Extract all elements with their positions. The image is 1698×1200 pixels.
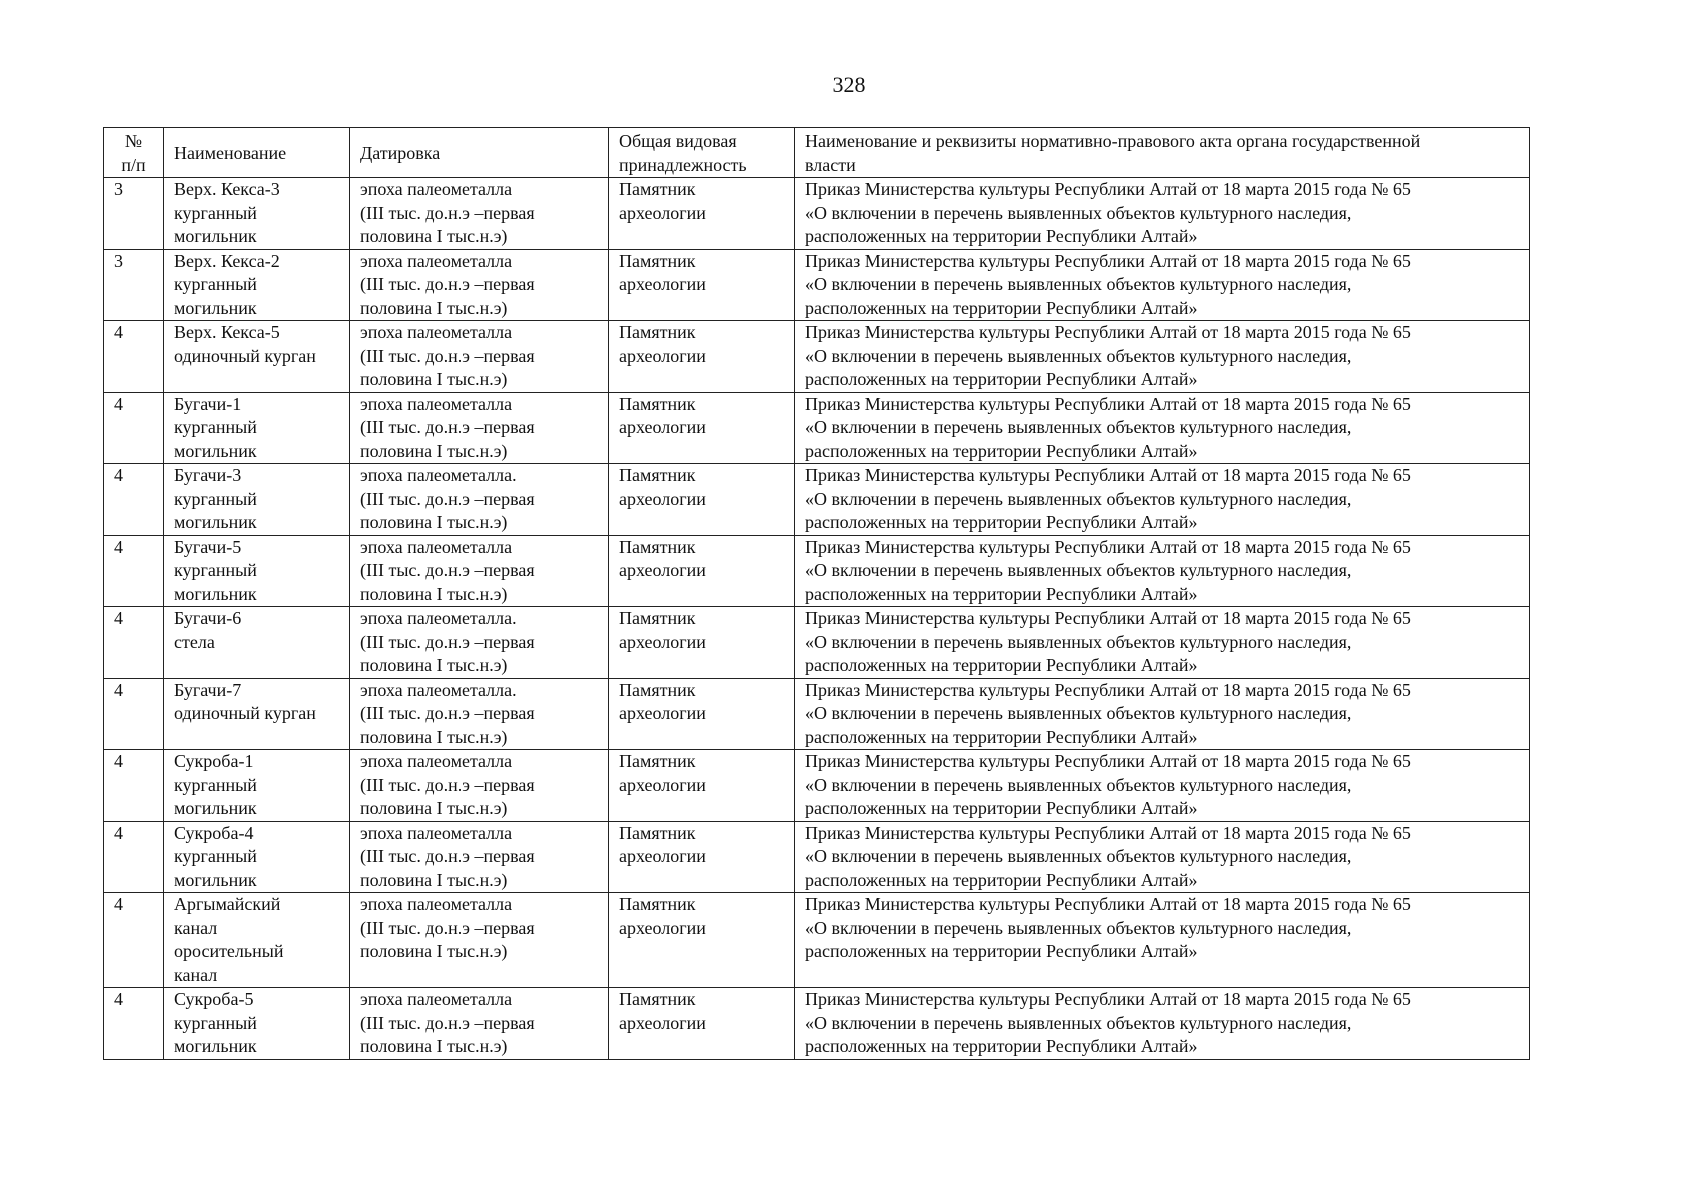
cell-dating: эпоха палеометалла (III тыс. до.н.э –первая половина I тыс.н.э) (350, 988, 609, 1060)
table-header-row (104, 128, 1530, 178)
cell-dating: эпоха палеометалла. (III тыс. до.н.э –первая половина I тыс.н.э) (350, 678, 609, 750)
cell-name: Бугачи-6 стела (164, 607, 350, 679)
header-dating: Датировка (350, 128, 609, 178)
cell-act: Приказ Министерства культуры Республики Алтай от 18 марта 2015 года № 65 «О включении в перечень выявленных объектов культурного наследия, расположенных на территории Республики Алтай» (795, 178, 1530, 250)
page-number: 328 (832, 72, 866, 97)
heritage-objects-table (103, 127, 1530, 1060)
table-row (104, 821, 1530, 893)
cell-act: Приказ Министерства культуры Республики Алтай от 18 марта 2015 года № 65 «О включении в перечень выявленных объектов культурного наследия, расположенных на территории Республики Алтай» (795, 607, 1530, 679)
table-row (104, 607, 1530, 679)
cell-name: Бугачи-1 курганный могильник (164, 392, 350, 464)
table-row (104, 464, 1530, 536)
cell-dating: эпоха палеометалла (III тыс. до.н.э –первая половина I тыс.н.э) (350, 750, 609, 822)
cell-type: Памятник археологии (609, 821, 795, 893)
cell-act: Приказ Министерства культуры Республики Алтай от 18 марта 2015 года № 65 «О включении в перечень выявленных объектов культурного наследия, расположенных на территории Республики Алтай» (795, 535, 1530, 607)
cell-type: Памятник археологии (609, 392, 795, 464)
cell-number: 4 (104, 893, 164, 988)
cell-number: 4 (104, 678, 164, 750)
cell-name: Бугачи-5 курганный могильник (164, 535, 350, 607)
cell-type: Памятник археологии (609, 535, 795, 607)
cell-dating: эпоха палеометалла (III тыс. до.н.э –первая половина I тыс.н.э) (350, 535, 609, 607)
cell-act: Приказ Министерства культуры Республики Алтай от 18 марта 2015 года № 65 «О включении в перечень выявленных объектов культурного наследия, расположенных на территории Республики Алтай» (795, 392, 1530, 464)
table-row (104, 678, 1530, 750)
cell-name: Аргымайский канал оросительный канал (164, 893, 350, 988)
table-row (104, 321, 1530, 393)
cell-number: 4 (104, 392, 164, 464)
cell-number: 3 (104, 178, 164, 250)
cell-type: Памятник археологии (609, 464, 795, 536)
cell-act: Приказ Министерства культуры Республики Алтай от 18 марта 2015 года № 65 «О включении в перечень выявленных объектов культурного наследия, расположенных на территории Республики Алтай» (795, 678, 1530, 750)
table-row (104, 988, 1530, 1060)
cell-dating: эпоха палеометалла. (III тыс. до.н.э –первая половина I тыс.н.э) (350, 464, 609, 536)
table-row (104, 392, 1530, 464)
cell-name: Бугачи-3 курганный могильник (164, 464, 350, 536)
cell-number: 4 (104, 821, 164, 893)
cell-number: 4 (104, 535, 164, 607)
cell-number: 4 (104, 321, 164, 393)
cell-name: Верх. Кекса-2 курганный могильник (164, 249, 350, 321)
table-row (104, 249, 1530, 321)
cell-act: Приказ Министерства культуры Республики Алтай от 18 марта 2015 года № 65 «О включении в перечень выявленных объектов культурного наследия, расположенных на территории Республики Алтай» (795, 893, 1530, 988)
header-act: Наименование и реквизиты нормативно-правового акта органа государственной власти (795, 128, 1530, 178)
cell-name: Верх. Кекса-3 курганный могильник (164, 178, 350, 250)
cell-dating: эпоха палеометалла. (III тыс. до.н.э –первая половина I тыс.н.э) (350, 607, 609, 679)
cell-name: Сукроба-4 курганный могильник (164, 821, 350, 893)
cell-act: Приказ Министерства культуры Республики Алтай от 18 марта 2015 года № 65 «О включении в перечень выявленных объектов культурного наследия, расположенных на территории Республики Алтай» (795, 321, 1530, 393)
cell-type: Памятник археологии (609, 893, 795, 988)
cell-dating: эпоха палеометалла (III тыс. до.н.э –первая половина I тыс.н.э) (350, 893, 609, 988)
cell-act: Приказ Министерства культуры Республики Алтай от 18 марта 2015 года № 65 «О включении в перечень выявленных объектов культурного наследия, расположенных на территории Республики Алтай» (795, 988, 1530, 1060)
table-row (104, 178, 1530, 250)
cell-dating: эпоха палеометалла (III тыс. до.н.э –первая половина I тыс.н.э) (350, 392, 609, 464)
cell-number: 4 (104, 750, 164, 822)
cell-number: 4 (104, 607, 164, 679)
cell-type: Памятник археологии (609, 249, 795, 321)
cell-type: Памятник археологии (609, 988, 795, 1060)
cell-number: 4 (104, 464, 164, 536)
table-row (104, 535, 1530, 607)
cell-act: Приказ Министерства культуры Республики Алтай от 18 марта 2015 года № 65 «О включении в перечень выявленных объектов культурного наследия, расположенных на территории Республики Алтай» (795, 750, 1530, 822)
cell-name: Верх. Кекса-5 одиночный курган (164, 321, 350, 393)
table-row (104, 750, 1530, 822)
cell-number: 4 (104, 988, 164, 1060)
cell-type: Памятник археологии (609, 321, 795, 393)
cell-type: Памятник археологии (609, 750, 795, 822)
cell-act: Приказ Министерства культуры Республики Алтай от 18 марта 2015 года № 65 «О включении в перечень выявленных объектов культурного наследия, расположенных на территории Республики Алтай» (795, 249, 1530, 321)
cell-name: Сукроба-5 курганный могильник (164, 988, 350, 1060)
cell-type: Памятник археологии (609, 178, 795, 250)
table-body (104, 178, 1530, 1060)
cell-name: Сукроба-1 курганный могильник (164, 750, 350, 822)
cell-dating: эпоха палеометалла (III тыс. до.н.э –первая половина I тыс.н.э) (350, 178, 609, 250)
cell-act: Приказ Министерства культуры Республики Алтай от 18 марта 2015 года № 65 «О включении в перечень выявленных объектов культурного наследия, расположенных на территории Республики Алтай» (795, 821, 1530, 893)
header-name: Наименование (164, 128, 350, 178)
cell-type: Памятник археологии (609, 678, 795, 750)
cell-dating: эпоха палеометалла (III тыс. до.н.э –первая половина I тыс.н.э) (350, 249, 609, 321)
cell-name: Бугачи-7 одиночный курган (164, 678, 350, 750)
cell-act: Приказ Министерства культуры Республики Алтай от 18 марта 2015 года № 65 «О включении в перечень выявленных объектов культурного наследия, расположенных на территории Республики Алтай» (795, 464, 1530, 536)
cell-type: Памятник археологии (609, 607, 795, 679)
cell-number: 3 (104, 249, 164, 321)
cell-dating: эпоха палеометалла (III тыс. до.н.э –первая половина I тыс.н.э) (350, 321, 609, 393)
table-row (104, 893, 1530, 988)
cell-dating: эпоха палеометалла (III тыс. до.н.э –первая половина I тыс.н.э) (350, 821, 609, 893)
header-type: Общая видовая принадлежность (609, 128, 795, 178)
header-number: № п/п (104, 128, 164, 178)
